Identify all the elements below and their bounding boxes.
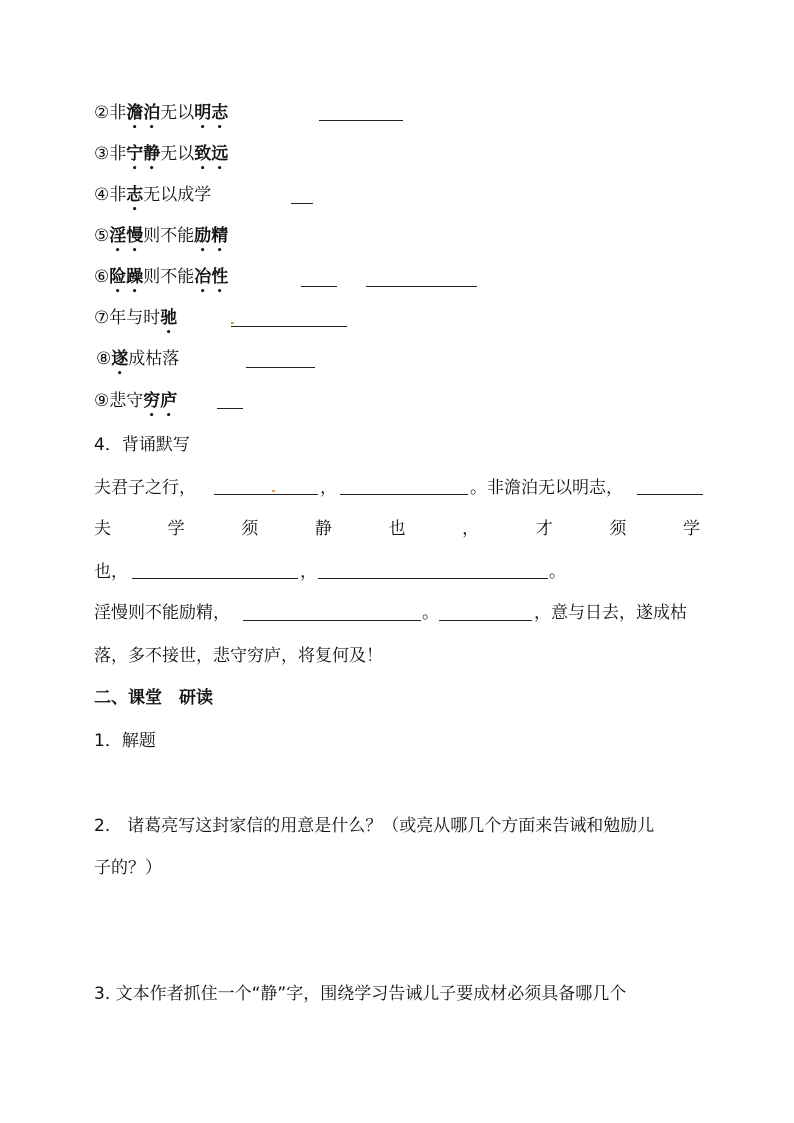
item-emphasis: 志 (126, 185, 144, 205)
item-text: 年与时 (109, 308, 161, 328)
answer-blank[interactable] (366, 286, 477, 287)
char: 才 (535, 519, 553, 539)
item-2 (94, 102, 228, 133)
question-3-line-1: 3. 文本作者抓住一个“静”字，围绕学习告诫儿子要成材必须具备哪几个 (94, 984, 627, 1004)
question-2-line-2: 子的？） (94, 858, 162, 878)
item-8 (96, 348, 179, 379)
answer-blank[interactable] (318, 578, 548, 579)
answer-blank[interactable] (243, 620, 421, 621)
answer-blank[interactable] (439, 620, 532, 621)
recite-line-1a: 夫君子之行， (94, 478, 196, 498)
item-number: ⑤ (94, 226, 110, 246)
answer-blank[interactable] (246, 367, 315, 368)
section-2-heading: 二、课堂 研读 (94, 688, 213, 708)
recite-line-1c: 。非澹泊无以明志， (470, 478, 623, 498)
item-emphasis: 淫慢 (109, 226, 144, 246)
item-emphasis: 澹泊 (126, 103, 161, 123)
item-emphasis: 险躁 (109, 267, 144, 287)
item-text: 则不能 (143, 267, 195, 287)
recite-line-3a: 也， (94, 562, 128, 582)
item-6 (94, 266, 228, 297)
stray-mark (231, 322, 234, 324)
item-text: 无以成学 (143, 185, 212, 205)
char: 学 (167, 519, 185, 539)
item-emphasis: 穷庐 (143, 391, 178, 411)
section-4-heading: 4．背诵默写 (94, 435, 190, 455)
question-1: 1．解题 (94, 731, 156, 751)
recite-line-4b: 。 (422, 603, 439, 623)
char: 也 (388, 519, 406, 539)
recite-line-5: 落，多不接世，悲守穷庐，将复何及！ (94, 646, 383, 666)
item-emphasis: 励精 (194, 226, 229, 246)
item-9 (94, 390, 177, 421)
item-text: 悲守 (109, 391, 144, 411)
answer-blank[interactable] (217, 408, 243, 409)
answer-blank[interactable] (319, 120, 403, 121)
answer-blank[interactable] (214, 494, 318, 495)
item-4 (94, 184, 211, 215)
char: 须 (241, 519, 259, 539)
item-text: 无以 (160, 103, 195, 123)
item-number: ③ (94, 144, 110, 164)
char: 学 (683, 519, 700, 539)
char: ， (462, 519, 480, 539)
char: 夫 (94, 519, 111, 539)
recite-line-4a: 淫慢则不能励精， (94, 603, 230, 623)
char: 须 (609, 519, 627, 539)
item-number: ⑨ (94, 391, 110, 411)
item-text: 非 (109, 144, 127, 164)
recite-line-3b: ， (300, 562, 317, 582)
item-text: 则不能 (143, 226, 195, 246)
item-number: ⑦ (94, 308, 110, 328)
item-text: 非 (109, 103, 127, 123)
char: 静 (314, 519, 332, 539)
recite-line-4c: ，意与日去，遂成枯 (534, 603, 687, 623)
item-number: ⑧ (96, 349, 112, 369)
item-emphasis: 明志 (194, 103, 229, 123)
item-number: ④ (94, 185, 110, 205)
answer-blank[interactable] (132, 578, 298, 579)
item-number: ② (94, 103, 110, 123)
recite-line-1b: ， (320, 478, 337, 498)
item-emphasis: 冶性 (194, 267, 229, 287)
answer-blank[interactable] (291, 203, 313, 204)
item-emphasis: 宁静 (126, 144, 161, 164)
item-emphasis: 遂 (111, 349, 129, 369)
item-5 (94, 225, 228, 256)
item-text: 成枯落 (128, 349, 180, 369)
stray-mark (272, 490, 275, 492)
item-number: ⑥ (94, 267, 110, 287)
recite-line-2 (94, 518, 700, 540)
answer-blank[interactable] (301, 286, 337, 287)
item-emphasis: 致远 (194, 144, 229, 164)
answer-blank[interactable] (231, 326, 347, 327)
recite-line-3c: 。 (549, 562, 566, 582)
answer-blank[interactable] (637, 494, 703, 495)
item-text: 非 (109, 185, 127, 205)
question-2-line-1: 2. 诸葛亮写这封家信的用意是什么？（或亮从哪几个方面来告诫和勉励儿 (94, 816, 655, 836)
item-emphasis: 驰 (160, 308, 178, 328)
item-text: 无以 (160, 144, 195, 164)
answer-blank[interactable] (340, 494, 468, 495)
item-3 (94, 143, 228, 174)
item-7 (94, 307, 177, 338)
